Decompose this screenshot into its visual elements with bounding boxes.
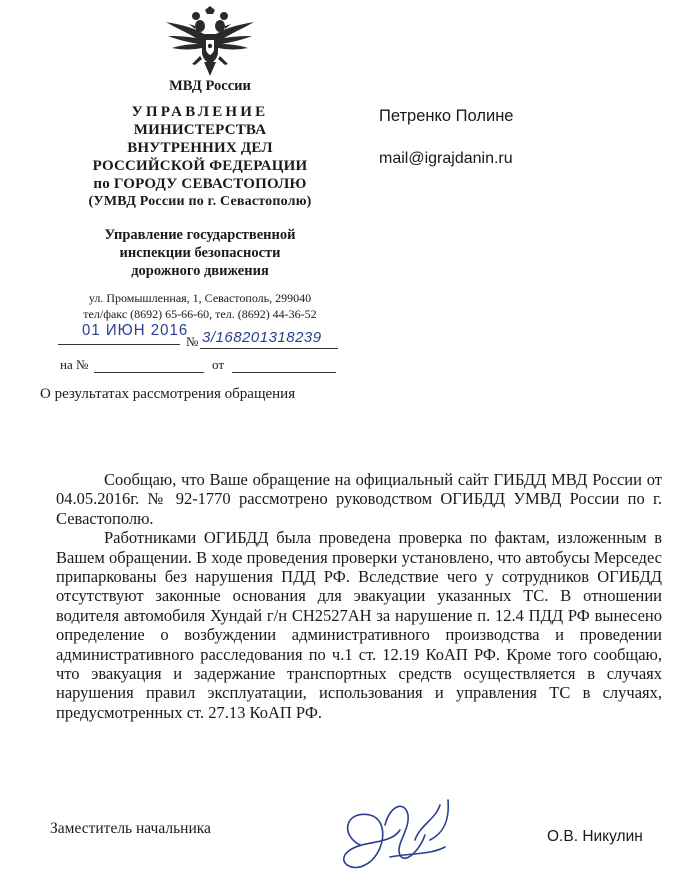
org-line: МИНИСТЕРСТВА bbox=[133, 122, 267, 138]
double-headed-eagle-emblem-icon bbox=[166, 6, 254, 78]
department-block bbox=[70, 226, 330, 280]
signatory-name: О.В. Никулин bbox=[547, 828, 643, 845]
ref-date-line bbox=[232, 372, 336, 373]
letter-body bbox=[56, 470, 662, 722]
ref-date-label: от bbox=[212, 357, 225, 372]
ref-number-line bbox=[94, 372, 204, 373]
org-short-name: МВД России bbox=[169, 78, 251, 94]
org-line: ВНУТРЕННИХ ДЕЛ bbox=[127, 140, 273, 156]
recipient-name: Петренко Полине bbox=[379, 107, 514, 125]
org-name-block bbox=[70, 103, 330, 211]
org-line: УПРАВЛЕНИЕ bbox=[131, 104, 269, 120]
address-line: ул. Промышленная, 1, Севастополь, 299040 bbox=[88, 291, 312, 305]
org-line: (УМВД России по г. Севастополю) bbox=[88, 194, 312, 209]
recipient-email: mail@igrajdanin.ru bbox=[379, 150, 513, 167]
date-line bbox=[58, 344, 180, 345]
contact-line: тел/факс (8692) 65-66-60, тел. (8692) 44-36-52 bbox=[83, 307, 317, 321]
handwritten-signature-icon bbox=[330, 795, 480, 880]
reg-number-mark: № bbox=[186, 334, 199, 349]
dept-line: дорожного движения bbox=[131, 263, 269, 279]
date-stamp: 01 ИЮН 2016 bbox=[82, 321, 189, 340]
dept-line: инспекции безопасности bbox=[119, 245, 281, 261]
address-block bbox=[55, 290, 345, 322]
ref-number-label: на № bbox=[60, 357, 89, 372]
dept-line: Управление государственной bbox=[104, 227, 296, 243]
body-paragraph: Работниками ОГИБДД была проведена проверка по фактам, изложенным в Вашем обращении. В ходе проведения проверки установлено, что автобусы Мерседес припаркованы без нарушения ПДД РФ. Вследствие чего у сотрудников ОГИБДД отсутствуют законные основания для эвакуации указанных ТС. В отношении водителя автомобиля Хундай г/н СН2527АН за нарушение п. 12.4 ПДД РФ вынесено определение о возбуждении административного производства и проведении административного расследования по ч.1 ст. 12.19 КоАП РФ. Кроме того сообщаю, что эвакуация и задержание транспортных средств осуществляется в случаях нарушения правил эксплуатации, использования и управления ТС в случаях, предусмотренных ст. 27.13 КоАП РФ. bbox=[56, 528, 662, 722]
reg-number-value: 3/168201318239 bbox=[202, 329, 322, 346]
reg-number-line bbox=[200, 348, 338, 349]
org-line: РОССИЙСКОЙ ФЕДЕРАЦИИ bbox=[92, 158, 308, 174]
org-line: по ГОРОДУ СЕВАСТОПОЛЮ bbox=[93, 176, 307, 192]
subject-line: О результатах рассмотрения обращения bbox=[40, 386, 296, 402]
signatory-title: Заместитель начальника bbox=[50, 820, 211, 837]
body-paragraph: Сообщаю, что Ваше обращение на официальный сайт ГИБДД МВД России от 04.05.2016г. № 92-1770 рассмотрено руководством ОГИБДД УМВД России по г. Севастополю. bbox=[56, 470, 662, 528]
